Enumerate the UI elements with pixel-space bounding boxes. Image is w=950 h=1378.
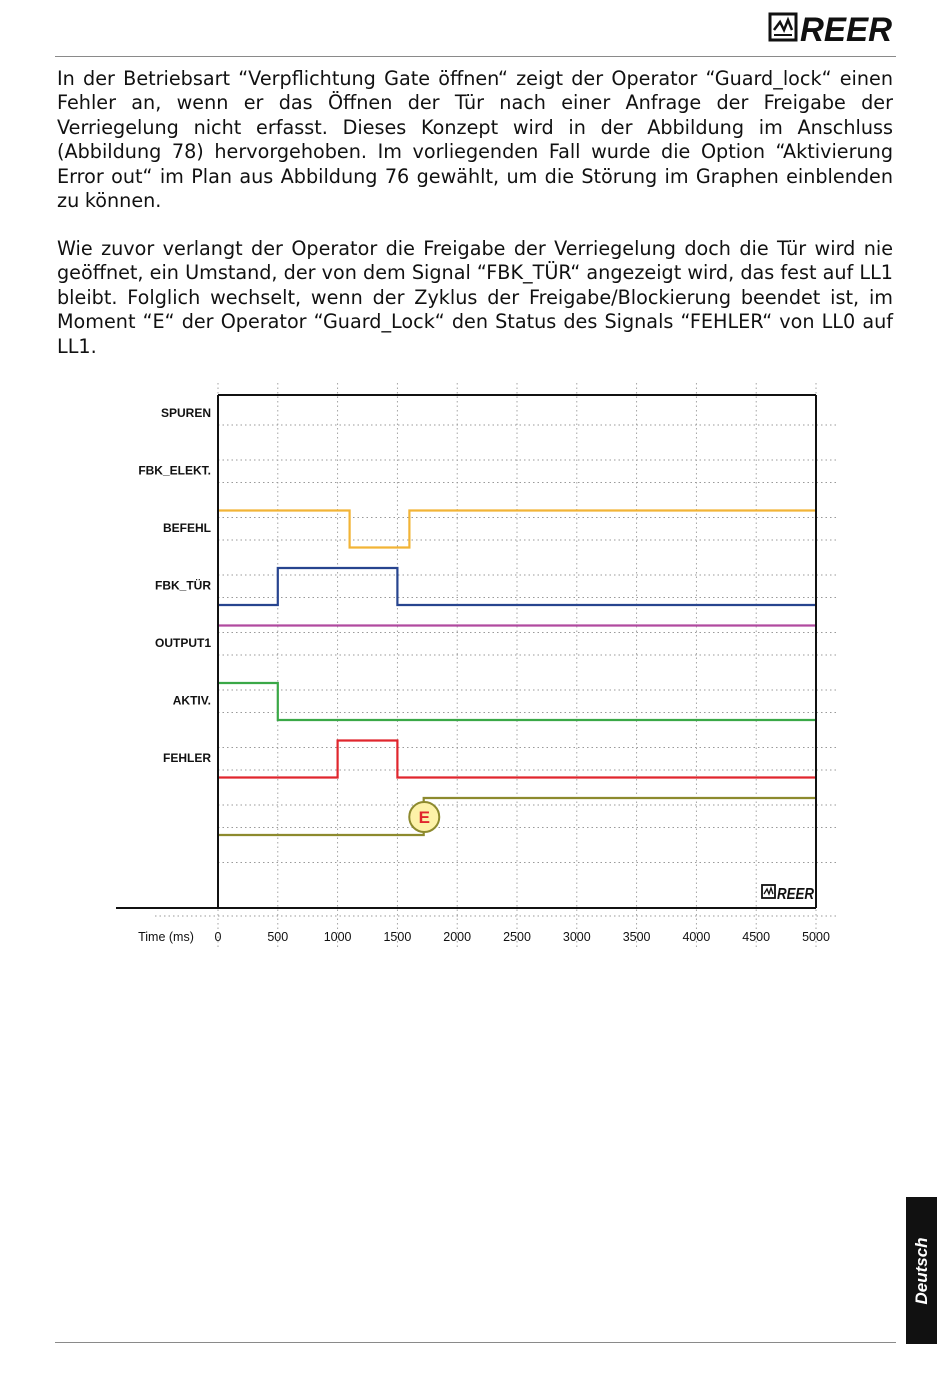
paragraph-1: In der Betriebsart “Verpflichtung Gate öffnen“ zeigt der Operator “Guard_lock“ einen Fehler an, wenn er das Öffnen der Tür nach einer Anfrage der Freigabe der Verriegelung nicht erfasst. Dieses Konzept wird in der Abbildung im Anschluss (Abbildung 78) hervorgehoben. Im vorliegenden Fall wurde die Option “Aktivierung Error out“ im Plan aus Abbildung 76 gewählt, um die Störung im Graphen einblenden zu können. <box>57 67 893 213</box>
language-tab <box>906 1197 937 1344</box>
x-axis-ticks <box>138 930 830 944</box>
reer-logo <box>768 8 896 48</box>
trace-output1 <box>219 683 815 720</box>
signal-label: BEFEHL <box>163 521 211 535</box>
watermark-text: REER <box>777 886 815 903</box>
x-tick-label: 1000 <box>323 930 352 944</box>
watermark-icon-mark <box>764 888 773 894</box>
x-tick-label: 3000 <box>562 930 591 944</box>
signal-label: AKTIV. <box>172 693 211 708</box>
x-tick-label: 0 <box>214 930 222 944</box>
signal-label: SPUREN <box>160 406 211 420</box>
x-tick-label: 5000 <box>802 930 830 944</box>
x-tick-label: 3500 <box>622 930 651 944</box>
signal-labels <box>138 406 211 765</box>
chart-frame <box>116 395 816 909</box>
x-axis-label: Time (ms) <box>138 930 194 944</box>
x-tick-label: 500 <box>267 930 289 944</box>
language-label: Deutsch <box>911 1236 931 1305</box>
chart-annotations <box>409 802 439 832</box>
timing-chart <box>0 378 950 958</box>
trace-aktiv- <box>219 741 815 778</box>
event-marker-label: E <box>418 808 430 827</box>
paragraph-2: Wie zuvor verlangt der Operator die Freigabe der Verriegelung doch die Tür wird nie geöffnet, ein Umstand, der von dem Signal “FBK_TÜR“ angezeigt wird, das fest auf LL1 bleibt. Folglich wechselt, wenn der Zyklus der Freigabe/Blockierung beendet ist, im Moment “E“ der Operator “Guard_Lock“ den Status des Signals “FEHLER“ von LL0 auf LL1. <box>57 237 893 358</box>
x-tick-label: 2500 <box>503 930 531 944</box>
signal-label: FBK_ELEKT. <box>138 463 211 478</box>
chart-watermark <box>762 885 814 903</box>
x-tick-label: 4000 <box>682 930 711 944</box>
chart-grid <box>155 383 836 950</box>
logo-text: REER <box>800 11 893 48</box>
signal-label: OUTPUT1 <box>154 636 211 650</box>
x-tick-label: 4500 <box>742 930 771 944</box>
signal-label: FBK_TÜR <box>155 578 211 593</box>
signal-label: FEHLER <box>163 751 211 765</box>
x-tick-label: 1500 <box>383 930 412 944</box>
footer-rule <box>55 1342 896 1343</box>
x-tick-label: 2000 <box>443 930 472 944</box>
header-rule <box>55 56 896 57</box>
